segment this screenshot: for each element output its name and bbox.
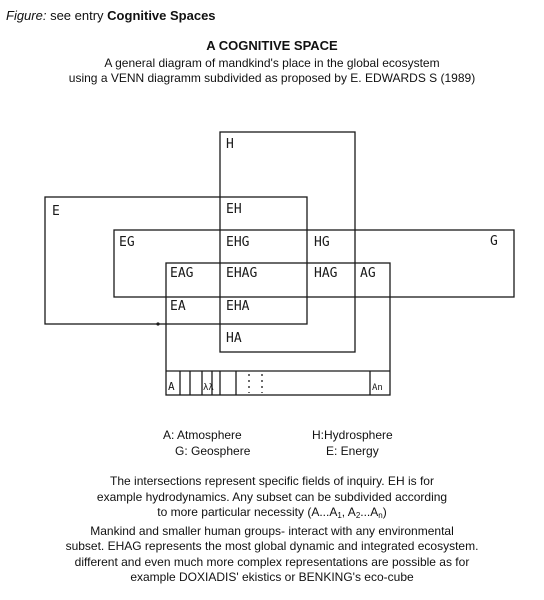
region-label-hag: HAG <box>314 266 338 281</box>
ink-dot <box>156 322 159 325</box>
region-label-eh: EH <box>226 202 242 217</box>
region-label-ehag: EHAG <box>226 266 258 281</box>
body-line: different and even much more complex representations are possible as for <box>74 554 470 569</box>
body-line: example DOXIADIS' ekistics or BENKING's eco-cube <box>130 570 414 584</box>
legend-atmosphere: A: Atmosphere <box>163 428 242 442</box>
legend-energy: E: Energy <box>326 444 379 458</box>
legend-hydrosphere: H:Hydrosphere <box>312 428 393 442</box>
region-label-eag: EAG <box>170 266 194 281</box>
caption-text: see entry <box>46 8 108 23</box>
body-line-subsets: to more particular necessity ($A...A_1$, $A_2...A_n$) <box>157 505 387 520</box>
region-label-eha: EHA <box>226 299 250 314</box>
body-line: Mankind and smaller human groups- interact with any environmental <box>90 523 454 538</box>
strip-label-lambda: λλ <box>203 383 214 393</box>
body-paragraph <box>0 474 544 586</box>
caption-prefix: Figure: <box>6 8 47 23</box>
strip-label-first: A <box>168 380 175 393</box>
body-line: example hydrodynamics. Any subset can be subdivided according <box>96 489 448 504</box>
region-label-e: E <box>52 204 60 219</box>
region-label-ehg: EHG <box>226 235 250 250</box>
diagram-subtitle-line1: A general diagram of mandkind's place in the global ecosystem <box>104 56 440 70</box>
legend-geosphere: G: Geosphere <box>175 444 251 458</box>
region-label-g: G <box>490 234 498 249</box>
body-line: The intersections represent specific fields of inquiry. EH is for <box>110 474 434 488</box>
strip-label-last: An <box>372 383 383 393</box>
caption-entry: Cognitive Spaces <box>107 8 216 23</box>
region-label-ha: HA <box>226 331 242 346</box>
region-label-hg: HG <box>314 235 330 250</box>
body-line: subset. EHAG represents the most global dynamic and integrated ecosystem. <box>65 539 479 553</box>
region-label-eg: EG <box>119 235 135 250</box>
diagram-subtitle-line2: using a VENN diagramm subdivided as proposed by E. EDWARDS S (1989) <box>68 71 476 85</box>
diagram-title: A COGNITIVE SPACE <box>206 38 338 53</box>
region-label-ag: AG <box>360 266 376 281</box>
region-label-ea: EA <box>170 299 186 314</box>
set-a-box <box>166 263 390 395</box>
region-label-h: H <box>226 137 234 152</box>
